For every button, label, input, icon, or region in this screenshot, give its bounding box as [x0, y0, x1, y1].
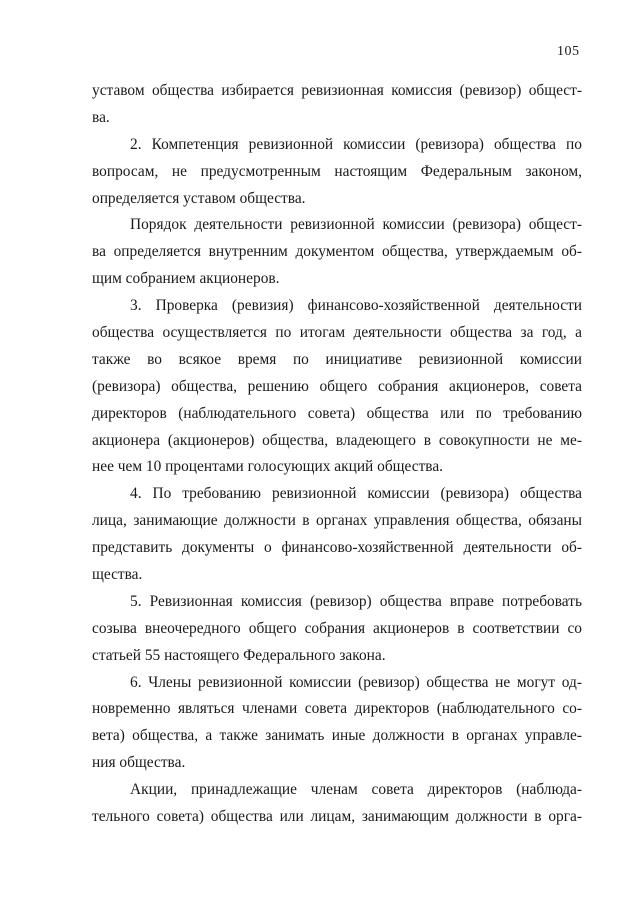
paragraph-continuation	[92, 78, 582, 132]
paragraph-item-2	[92, 132, 582, 213]
text-line: вета) общества, а также занимать иные должности в органах управле-	[92, 727, 582, 745]
text-line: ва определяется внутренним документом общества, утверждаемым об-	[92, 243, 582, 261]
text-line: лица, занимающие должности в органах управления общества, обязаны	[92, 512, 582, 530]
text-line: 4. По требованию ревизионной комиссии (ревизора) общества	[130, 485, 582, 503]
text-line: нее чем 10 процентами голосующих акций общества.	[92, 458, 444, 476]
text-line: Порядок деятельности ревизионной комиссии (ревизора) общест-	[130, 216, 582, 234]
text-line: Акции, принадлежащие членам совета директоров (наблюда-	[130, 781, 582, 799]
text-line: ния общества.	[92, 754, 186, 772]
text-line: вопросам, не предусмотренным настоящим Федеральным законом,	[92, 162, 582, 180]
text-line: новременно являться членами совета директоров (наблюдательного со-	[92, 700, 582, 718]
text-body	[92, 78, 582, 831]
paragraph-shares	[92, 777, 582, 831]
text-line: уставом общества избирается ревизионная комиссия (ревизор) общест-	[92, 82, 582, 99]
text-line: щим собранием акционеров.	[92, 270, 280, 288]
paragraph-item-4	[92, 481, 582, 589]
text-line: 2. Компетенция ревизионной комиссии (ревизора) общества по	[130, 135, 582, 153]
text-line: акционера (акционеров) общества, владеющего в совокупности не ме-	[92, 431, 582, 449]
paragraph-procedure	[92, 212, 582, 293]
text-line: 5. Ревизионная комиссия (ревизор) общества вправе потребовать	[130, 592, 582, 610]
text-line: ва.	[92, 108, 110, 126]
text-line: статьей 55 настоящего Федерального закона.	[92, 646, 386, 664]
paragraph-item-5	[92, 589, 582, 670]
text-line: созыва внеочередного общего собрания акционеров в соответствии со	[92, 619, 582, 637]
text-line: 6. Члены ревизионной комиссии (ревизор) общества не могут од-	[130, 673, 582, 691]
paragraph-item-3	[92, 293, 582, 481]
text-line: также во всякое время по инициативе ревизионной комиссии	[92, 350, 582, 368]
text-line: тельного совета) общества или лицам, занимающим должности в орга-	[92, 808, 582, 826]
text-line: определяется уставом общества.	[92, 189, 306, 207]
page-number: 105	[557, 44, 580, 59]
paragraph-item-6	[92, 670, 582, 778]
text-line: щества.	[92, 566, 143, 584]
text-line: 3. Проверка (ревизия) финансово-хозяйственной деятельности	[130, 297, 582, 315]
text-line: общества осуществляется по итогам деятельности общества за год, а	[92, 324, 582, 342]
text-line: представить документы о финансово-хозяйственной деятельности об-	[92, 539, 582, 557]
text-line: директоров (наблюдательного совета) общества или по требованию	[92, 404, 582, 422]
text-line: (ревизора) общества, решению общего собрания акционеров, совета	[92, 377, 582, 395]
